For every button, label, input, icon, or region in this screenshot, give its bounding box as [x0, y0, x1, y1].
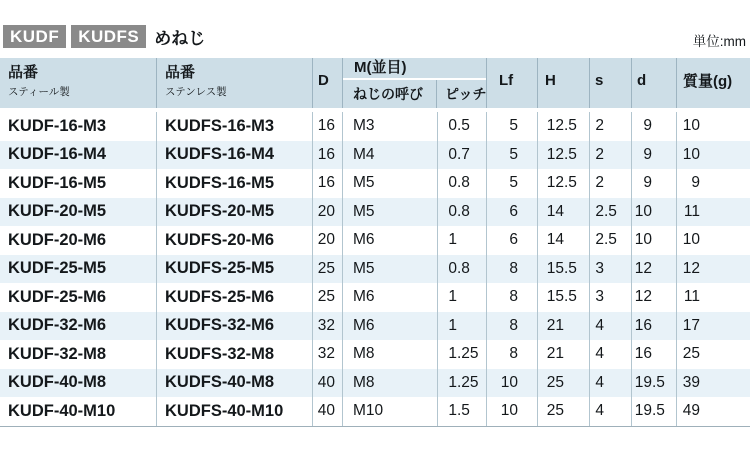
product-code-badge-kudf: KUDF: [3, 25, 66, 48]
table-row: [0, 169, 750, 198]
cell-part-number-stainless: KUDFS-16-M4: [157, 141, 313, 170]
cell-pitch: 1 .5: [438, 397, 487, 426]
table-header: [0, 58, 750, 112]
cell-outer-diameter: 32: [313, 312, 343, 341]
header-group-thread-coarse-label: M(並目): [343, 58, 486, 80]
header-group-thread-coarse: [343, 58, 487, 108]
header-col-h-label: H: [545, 72, 556, 89]
cell-d: 19 .5: [632, 397, 677, 426]
cell-pitch: 1: [438, 226, 487, 255]
page-title: めねじ: [154, 29, 206, 48]
header-part-number-stainless-subtitle: ステンレス製: [165, 86, 227, 98]
cell-thread-callout: M8: [343, 340, 438, 369]
cell-thread-callout: M5: [343, 255, 438, 284]
cell-d: 16: [632, 340, 677, 369]
cell-mass: 39: [682, 373, 700, 391]
cell-mass: 11: [683, 288, 700, 306]
cell-h: 14: [538, 198, 590, 227]
cell-thread-callout: M3: [343, 112, 438, 141]
product-code-badge-kudfs: KUDFS: [71, 25, 146, 48]
cell-h: 12 .5: [538, 112, 590, 141]
cell-thread-callout: M10: [343, 397, 438, 426]
cell-lf: 5: [487, 169, 538, 198]
cell-lf: 8: [487, 340, 538, 369]
cell-h: 25: [538, 369, 590, 398]
cell-part-number-stainless: KUDFS-32-M6: [157, 312, 313, 341]
cell-pitch: 0 .8: [438, 169, 487, 198]
cell-thread-callout: M5: [343, 198, 438, 227]
header-col-mass-label: 質量(g): [683, 73, 733, 90]
header-col-h: [538, 58, 590, 108]
cell-thread-callout: M6: [343, 312, 438, 341]
cell-h: 12 .5: [538, 169, 590, 198]
cell-pitch: 1 .25: [438, 369, 487, 398]
cell-s: 2: [590, 169, 632, 198]
cell-part-number-steel: KUDF-20-M5: [0, 198, 157, 227]
cell-h: 15 .5: [538, 255, 590, 284]
cell-outer-diameter: 16: [313, 112, 343, 141]
table-row: [0, 255, 750, 284]
cell-mass: 49: [682, 402, 700, 420]
cell-part-number-steel: KUDF-25-M6: [0, 283, 157, 312]
cell-thread-callout: M6: [343, 283, 438, 312]
cell-s: 4: [590, 312, 632, 341]
cell-lf: 10: [487, 369, 538, 398]
header-col-outer-diameter-label: D: [318, 72, 329, 89]
cell-pitch: 1 .25: [438, 340, 487, 369]
cell-s: 2 .5: [590, 198, 632, 227]
cell-mass: 9: [691, 174, 700, 192]
cell-d: 9: [632, 169, 677, 198]
table-row: [0, 112, 750, 141]
cell-d: 9: [632, 112, 677, 141]
cell-d: 19 .5: [632, 369, 677, 398]
cell-h: 15 .5: [538, 283, 590, 312]
cell-part-number-stainless: KUDFS-16-M5: [157, 169, 313, 198]
cell-s: 2: [590, 112, 632, 141]
cell-part-number-steel: KUDF-32-M8: [0, 340, 157, 369]
cell-thread-callout: M6: [343, 226, 438, 255]
header-col-thread-callout: ねじの呼び: [343, 80, 437, 108]
cell-outer-diameter: 20: [313, 198, 343, 227]
header-part-number-steel-subtitle: スティール製: [8, 86, 70, 98]
header-col-mass: [677, 58, 750, 108]
cell-pitch: 0 .8: [438, 198, 487, 227]
cell-part-number-steel: KUDF-20-M6: [0, 226, 157, 255]
table-row: [0, 141, 750, 170]
table-body: [0, 112, 750, 426]
cell-part-number-stainless: KUDFS-25-M5: [157, 255, 313, 284]
cell-part-number-stainless: KUDFS-20-M6: [157, 226, 313, 255]
cell-h: 25: [538, 397, 590, 426]
table-row: [0, 312, 750, 341]
header-col-pitch: ピッチ: [445, 86, 487, 102]
cell-s: 4: [590, 340, 632, 369]
cell-s: 3: [590, 255, 632, 284]
header-col-s-label: s: [595, 72, 604, 89]
header-part-number-stainless: [157, 58, 313, 108]
cell-outer-diameter: 40: [313, 369, 343, 398]
cell-mass: 10: [682, 145, 700, 163]
cell-outer-diameter: 32: [313, 340, 343, 369]
cell-outer-diameter: 25: [313, 283, 343, 312]
cell-lf: 10: [487, 397, 538, 426]
unit-label: 単位:mm: [692, 34, 746, 49]
cell-lf: 8: [487, 255, 538, 284]
cell-lf: 6: [487, 226, 538, 255]
cell-part-number-stainless: KUDFS-40-M8: [157, 369, 313, 398]
cell-mass: 11: [683, 202, 700, 220]
header-part-number-steel-title: 品番: [8, 64, 39, 81]
cell-d: 16: [632, 312, 677, 341]
cell-part-number-steel: KUDF-40-M8: [0, 369, 157, 398]
cell-part-number-steel: KUDF-25-M5: [0, 255, 157, 284]
table-row: [0, 340, 750, 369]
cell-h: 21: [538, 312, 590, 341]
cell-h: 12 .5: [538, 141, 590, 170]
cell-d: 10: [632, 226, 677, 255]
header-col-lf: [487, 58, 538, 108]
cell-mass: 10: [682, 117, 700, 135]
cell-mass: 17: [682, 316, 700, 334]
cell-pitch: 0 .5: [438, 112, 487, 141]
cell-part-number-steel: KUDF-40-M10: [0, 397, 157, 426]
cell-s: 3: [590, 283, 632, 312]
table-row: [0, 198, 750, 227]
cell-part-number-steel: KUDF-16-M3: [0, 112, 157, 141]
header-col-d: [632, 58, 677, 108]
cell-s: 4: [590, 369, 632, 398]
title-row: [3, 24, 205, 49]
cell-thread-callout: M5: [343, 169, 438, 198]
cell-h: 21: [538, 340, 590, 369]
top-bar: [0, 0, 750, 58]
cell-lf: 8: [487, 312, 538, 341]
cell-part-number-stainless: KUDFS-20-M5: [157, 198, 313, 227]
cell-lf: 5: [487, 112, 538, 141]
table-row: [0, 397, 750, 426]
cell-d: 10: [632, 198, 677, 227]
cell-outer-diameter: 16: [313, 169, 343, 198]
table-row: [0, 226, 750, 255]
cell-d: 12: [632, 255, 677, 284]
cell-part-number-stainless: KUDFS-16-M3: [157, 112, 313, 141]
cell-part-number-steel: KUDF-16-M4: [0, 141, 157, 170]
cell-h: 14: [538, 226, 590, 255]
cell-outer-diameter: 40: [313, 397, 343, 426]
cell-outer-diameter: 16: [313, 141, 343, 170]
cell-lf: 5: [487, 141, 538, 170]
cell-s: 2: [590, 141, 632, 170]
header-col-s: [590, 58, 632, 108]
table-row: [0, 283, 750, 312]
cell-outer-diameter: 25: [313, 255, 343, 284]
header-col-d-label: d: [637, 72, 647, 89]
cell-mass: 25: [682, 345, 700, 363]
cell-pitch: 1: [438, 312, 487, 341]
spec-table: [0, 58, 750, 427]
cell-mass: 12: [682, 259, 700, 277]
cell-lf: 6: [487, 198, 538, 227]
cell-part-number-steel: KUDF-32-M6: [0, 312, 157, 341]
cell-pitch: 0 .7: [438, 141, 487, 170]
cell-thread-callout: M8: [343, 369, 438, 398]
header-col-outer-diameter: [313, 58, 343, 108]
cell-lf: 8: [487, 283, 538, 312]
cell-s: 2 .5: [590, 226, 632, 255]
header-group-thread-subrow: [343, 80, 486, 108]
cell-s: 4: [590, 397, 632, 426]
cell-pitch: 0 .8: [438, 255, 487, 284]
cell-part-number-stainless: KUDFS-25-M6: [157, 283, 313, 312]
cell-part-number-stainless: KUDFS-40-M10: [157, 397, 313, 426]
cell-d: 9: [632, 141, 677, 170]
cell-part-number-stainless: KUDFS-32-M8: [157, 340, 313, 369]
cell-pitch: 1: [438, 283, 487, 312]
cell-mass: 10: [682, 231, 700, 249]
header-part-number-stainless-title: 品番: [165, 64, 196, 81]
cell-outer-diameter: 20: [313, 226, 343, 255]
cell-thread-callout: M4: [343, 141, 438, 170]
table-row: [0, 369, 750, 398]
header-col-lf-label: Lf: [499, 72, 514, 89]
cell-part-number-steel: KUDF-16-M5: [0, 169, 157, 198]
cell-d: 12: [632, 283, 677, 312]
header-part-number-steel: [0, 58, 157, 108]
